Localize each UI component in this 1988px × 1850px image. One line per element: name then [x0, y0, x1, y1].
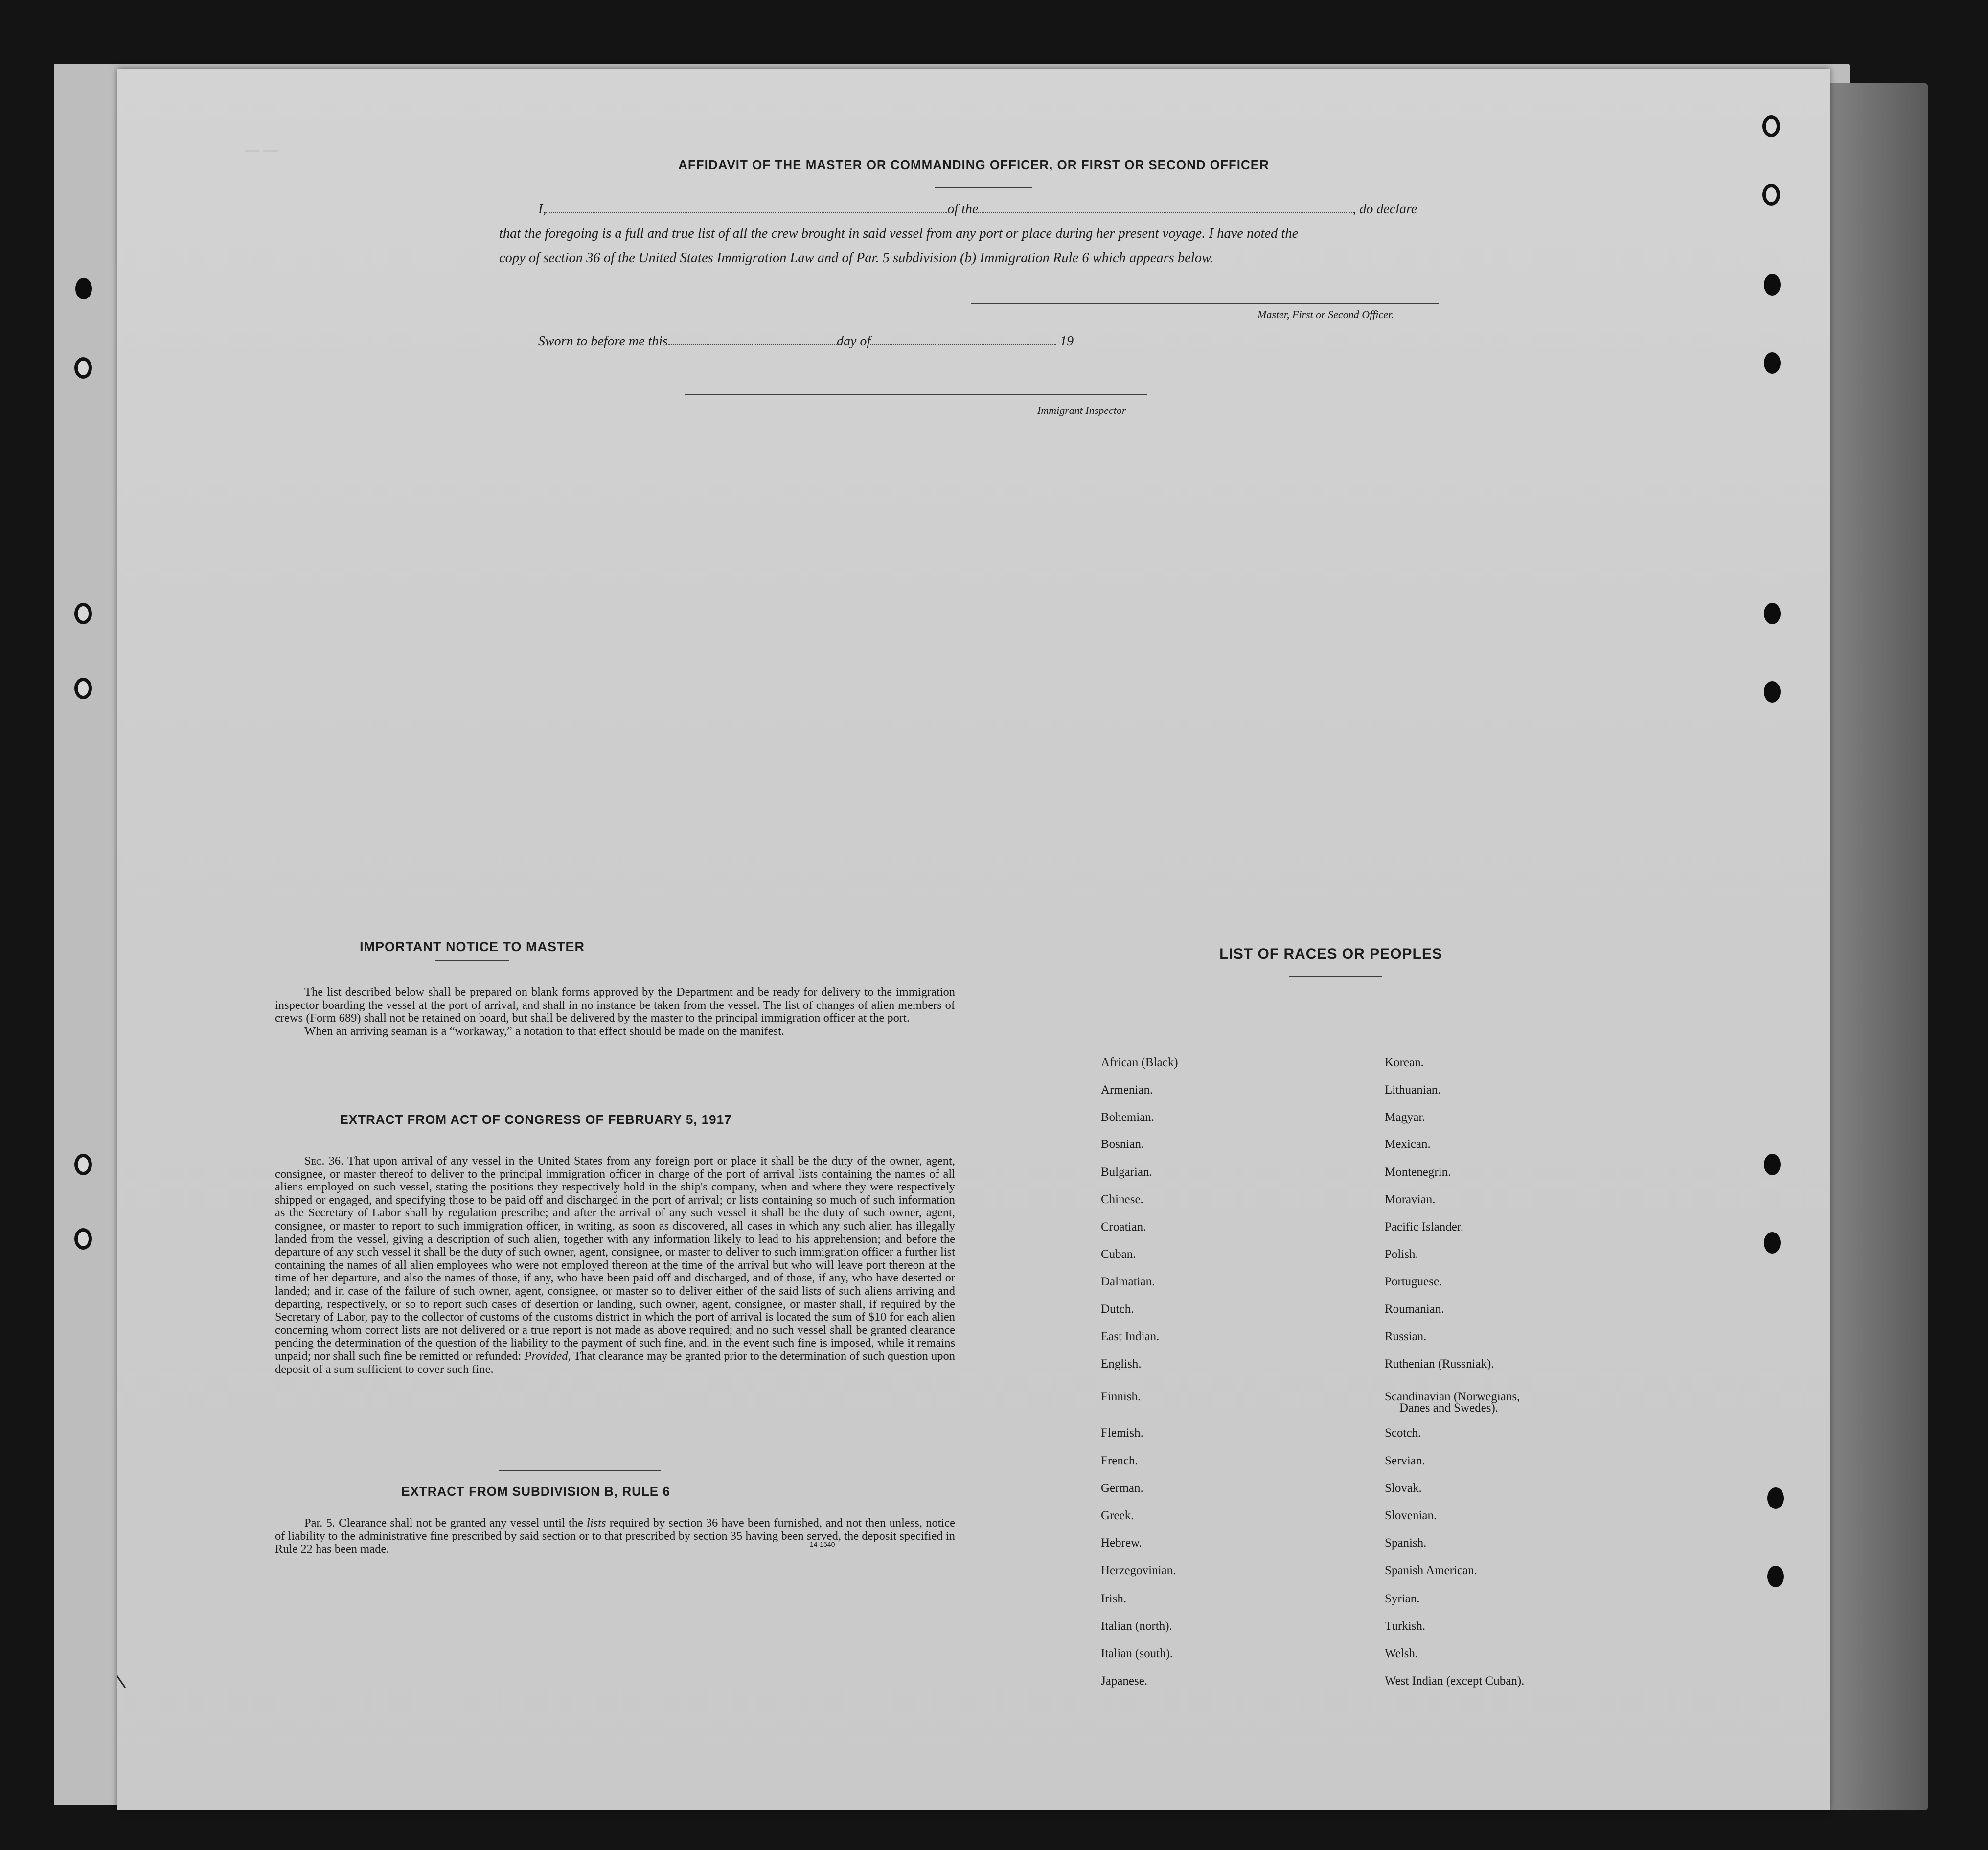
- bleed-through: — —: [245, 142, 278, 158]
- affidavit-declaration-line: [538, 202, 1417, 217]
- race-item: African (Black): [1101, 1056, 1178, 1069]
- divider: [1289, 976, 1382, 977]
- provided-word: Provided,: [524, 1349, 571, 1363]
- race-item: Syrian.: [1385, 1592, 1420, 1605]
- race-item: Moravian.: [1385, 1193, 1436, 1206]
- races-title: LIST OF RACES OR PEOPLES: [1219, 946, 1442, 962]
- divider: [499, 1470, 661, 1471]
- day-blank[interactable]: [668, 334, 837, 345]
- race-item: Italian (south).: [1101, 1647, 1173, 1660]
- year-prefix: 19: [1060, 334, 1074, 349]
- race-item: Slovak.: [1385, 1482, 1422, 1495]
- binder-hole: [1764, 352, 1781, 374]
- binder-hole: [74, 1228, 92, 1250]
- notice-paragraph: The list described below shall be prepared on blank forms approved by the Department and be ready for delivery to the immigration inspector boarding the vessel at the port of arrival, and shall in no instance be taken from the vessel. The list of changes of alien members of crews (Form 689) shall not be retained on board, but shall be delivered by the master to the principal immigration officer at the port. When an arriving seaman is a “workaway,” a notation to that effect should be made on the manifest.: [275, 985, 955, 1038]
- race-item: Italian (north).: [1101, 1620, 1172, 1633]
- section-36-text: Sec. 36. That upon arrival of any vessel in the United States from any foreign port or place it shall be the duty of the owner, agent, consignee, or master thereof to deliver to the principal immigration officer in charge of the port of arrival lists containing the names of all aliens employed on such vessel, stating the positions they respectively hold in the ship's company, when and where they were respectively shipped or engaged, and specifying those to be paid off and discharged in the port of arrival; or lists containing so much of such information as the Secretary of Labor shall by regulation prescribe; and after the arrival of any such vessel it shall be the duty of such owner, agent, consignee, or master to report to such immigration officer, in writing, as soon as discovered, all cases in which any such alien has illegally landed from the vessel, giving a description of such alien, together with any information likely to lead to his apprehension; and before the departure of any such vessel it shall be the duty of such owner, agent, consignee, or master to deliver to such immigration officer a further list containing the names of all alien employees who were not employed thereon at the time of the arrival but who will leave port thereon at the time of her departure, and also the names of those, if any, who have been paid off and discharged, and of those, if any, who have deserted or landed; and in case of the failure of such owner, agent, consignee, or master so to deliver either of the said lists of such aliens arriving and departing, respectively, or so to report such cases of desertion or landing, such owner, agent, consignee, or master shall, if required by the Secretary of Labor, pay to the collector of customs of the customs district in which the port of arrival is located the sum of $10 for each alien concerning whom correct lists are not delivered or a true report is not made as above required; and no such vessel shall be granted clearance pending the determination of the question of the liability to the payment of such fine, and, in the event such fine is imposed, while it remains unpaid; nor shall such fine be remitted or refunded: Provided, That clearance may be granted prior to the determination of such question upon deposit of a sum sufficient to cover such fine.: [275, 1154, 956, 1376]
- race-item: Turkish.: [1385, 1620, 1426, 1633]
- day-of-label: day of: [836, 334, 871, 349]
- binder-hole: [1764, 1232, 1781, 1254]
- binder-hole: [1764, 681, 1781, 703]
- race-item: Slovenian.: [1385, 1509, 1437, 1522]
- vessel-blank[interactable]: [978, 202, 1352, 213]
- race-item: Finnish.: [1101, 1390, 1141, 1403]
- race-item: East Indian.: [1101, 1330, 1160, 1343]
- race-item: Servian.: [1385, 1454, 1425, 1467]
- race-item: Dalmatian.: [1101, 1275, 1155, 1288]
- divider: [435, 960, 509, 961]
- race-item: Japanese.: [1101, 1674, 1148, 1688]
- race-item: Magyar.: [1385, 1111, 1425, 1124]
- binder-hole: [1762, 184, 1780, 206]
- par-5-text: Par. 5. Clearance shall not be granted any vessel until the lists required by section 36 have been furnished, and not then unless, notice of liability to the administrative fine prescribed by said section or to that prescribed by section 35 having been served, the deposit specified in Rule 22 has been made.: [275, 1516, 956, 1556]
- race-item: Greek.: [1101, 1509, 1134, 1522]
- signature-caption: Master, First or Second Officer.: [1257, 308, 1394, 320]
- race-item: French.: [1101, 1454, 1138, 1467]
- affidavit-text-line-2: that the foregoing is a full and true list of all the crew brought in said vessel from any port or place during her present voyage. I have noted the: [499, 226, 1299, 241]
- form-code: 14-1540: [810, 1540, 835, 1548]
- notice-title: IMPORTANT NOTICE TO MASTER: [360, 939, 585, 954]
- affidavit-text-line-3: copy of section 36 of the United States Immigration Law and of Par. 5 subdivision (b) Immigration Rule 6 which appears below.: [499, 251, 1213, 266]
- race-item: Korean.: [1385, 1056, 1424, 1069]
- race-item: Scotch.: [1385, 1426, 1421, 1439]
- rule-extract-title: EXTRACT FROM SUBDIVISION B, RULE 6: [401, 1484, 670, 1499]
- race-item: Flemish.: [1101, 1426, 1143, 1439]
- race-item: Spanish American.: [1385, 1564, 1477, 1577]
- race-item: Mexican.: [1385, 1138, 1431, 1151]
- race-item: Hebrew.: [1101, 1536, 1142, 1550]
- race-item: German.: [1101, 1482, 1143, 1495]
- race-item: English.: [1101, 1357, 1142, 1370]
- race-item: Polish.: [1385, 1248, 1418, 1261]
- race-item: Irish.: [1101, 1592, 1127, 1605]
- race-item: Lithuanian.: [1385, 1083, 1441, 1096]
- binder-hole: [1767, 1487, 1784, 1509]
- affidavit-title: AFFIDAVIT OF THE MASTER OR COMMANDING OFFICER, OR FIRST OR SECOND OFFICER: [678, 158, 1269, 172]
- inspector-signature-line: [685, 394, 1147, 395]
- race-item: Bohemian.: [1101, 1111, 1155, 1124]
- binder-hole: [74, 678, 92, 699]
- of-the-label: of the: [947, 202, 979, 217]
- pencil-mark: [117, 1639, 126, 1688]
- manifest-page: [117, 69, 1830, 1810]
- race-item: Spanish.: [1385, 1536, 1427, 1550]
- binder-hole: [1767, 1566, 1784, 1587]
- race-item: Welsh.: [1385, 1647, 1418, 1660]
- binder-hole: [1762, 115, 1780, 137]
- binder-hole: [74, 603, 92, 624]
- race-item: Herzegovinian.: [1101, 1564, 1176, 1577]
- binder-hole: [1764, 274, 1781, 296]
- do-declare-label: , do declare: [1352, 202, 1417, 217]
- signature-line: [971, 303, 1439, 304]
- race-item: Armenian.: [1101, 1083, 1153, 1096]
- binder-hole: [74, 357, 92, 379]
- race-item: Chinese.: [1101, 1193, 1143, 1206]
- race-item-continuation: Danes and Swedes).: [1399, 1401, 1499, 1415]
- inspector-caption: Immigrant Inspector: [1037, 404, 1126, 416]
- race-item: Pacific Islander.: [1385, 1220, 1464, 1233]
- race-item: West Indian (except Cuban).: [1385, 1674, 1525, 1688]
- race-item: Montenegrin.: [1385, 1165, 1451, 1179]
- sworn-label: Sworn to before me this: [538, 334, 668, 349]
- race-item: Ruthenian (Russniak).: [1385, 1357, 1494, 1370]
- race-item: Dutch.: [1101, 1302, 1134, 1316]
- act-extract-title: EXTRACT FROM ACT OF CONGRESS OF FEBRUARY 5, 1917: [340, 1112, 732, 1127]
- race-item: Scandinavian (Norwegians,: [1385, 1390, 1520, 1403]
- sworn-line: [538, 334, 1074, 349]
- race-item: Russian.: [1385, 1330, 1427, 1343]
- i-label: I,: [538, 202, 547, 217]
- race-item: Bulgarian.: [1101, 1165, 1152, 1179]
- race-item: Cuban.: [1101, 1248, 1136, 1261]
- month-blank[interactable]: [870, 334, 1056, 345]
- binder-hole: [75, 278, 92, 299]
- binder-hole: [74, 1154, 92, 1175]
- race-item: Croatian.: [1101, 1220, 1146, 1233]
- race-item: Portuguese.: [1385, 1275, 1442, 1288]
- divider: [935, 187, 1032, 188]
- name-blank[interactable]: [546, 202, 947, 213]
- race-item: Bosnian.: [1101, 1138, 1144, 1151]
- section-label: Sec. 36.: [304, 1154, 344, 1167]
- binder-hole: [1764, 603, 1781, 624]
- race-item: Roumanian.: [1385, 1302, 1444, 1316]
- binder-hole: [1764, 1154, 1781, 1175]
